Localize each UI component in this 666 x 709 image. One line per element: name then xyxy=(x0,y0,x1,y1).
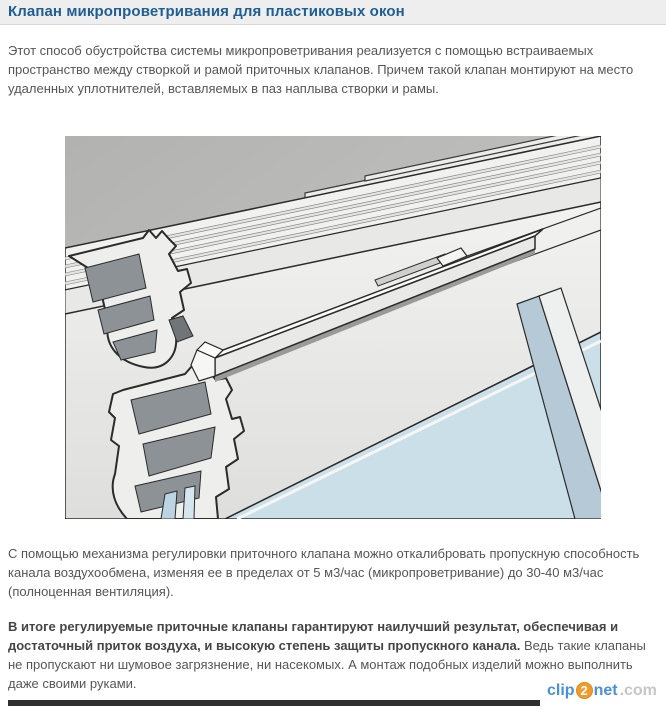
window-valve-illustration xyxy=(65,136,601,519)
paragraph-intro: Этот способ обустройства системы микропроветривания реализуется с помощью встраиваемых пространство между створкой и рамой приточных клапанов. Причем такой клапан монтируют на место удаленных уплотнителей, вставляемых в паз наплыва створки и рамы. xyxy=(8,43,634,96)
watermark-net-text: net xyxy=(593,682,618,699)
watermark-2-badge: 2 xyxy=(576,682,593,699)
conclusion-bold-text: В итоге регулируемые приточные клапаны гарантируют наилучший результат, обеспечивая и достаточный приток воздуха, и высокую степень защиты пропускного канала. xyxy=(8,619,619,653)
page-title: Клапан микропроветривания для пластиковых окон xyxy=(8,3,405,20)
heading-bar xyxy=(0,0,666,25)
watermark-domain-text: .com xyxy=(619,682,657,699)
conclusion-regular-text: Ведь такие клапаны не пропускают ни шумовое загрязнение, ни насекомых. А монтаж подобных изделий можно выполнить даже своими руками. xyxy=(8,638,646,691)
clip2net-watermark xyxy=(547,681,657,700)
watermark-clip-text: clip xyxy=(547,682,575,699)
bottom-bar xyxy=(8,700,540,706)
paragraph-regulation: С помощью механизма регулировки приточного клапана можно откалибровать пропускную способность канала воздухообмена, изменяя ее в пределах от 5 м3/час (микропроветривание) до 30-40 м3/час (полноценная вентиляция). xyxy=(8,546,640,599)
